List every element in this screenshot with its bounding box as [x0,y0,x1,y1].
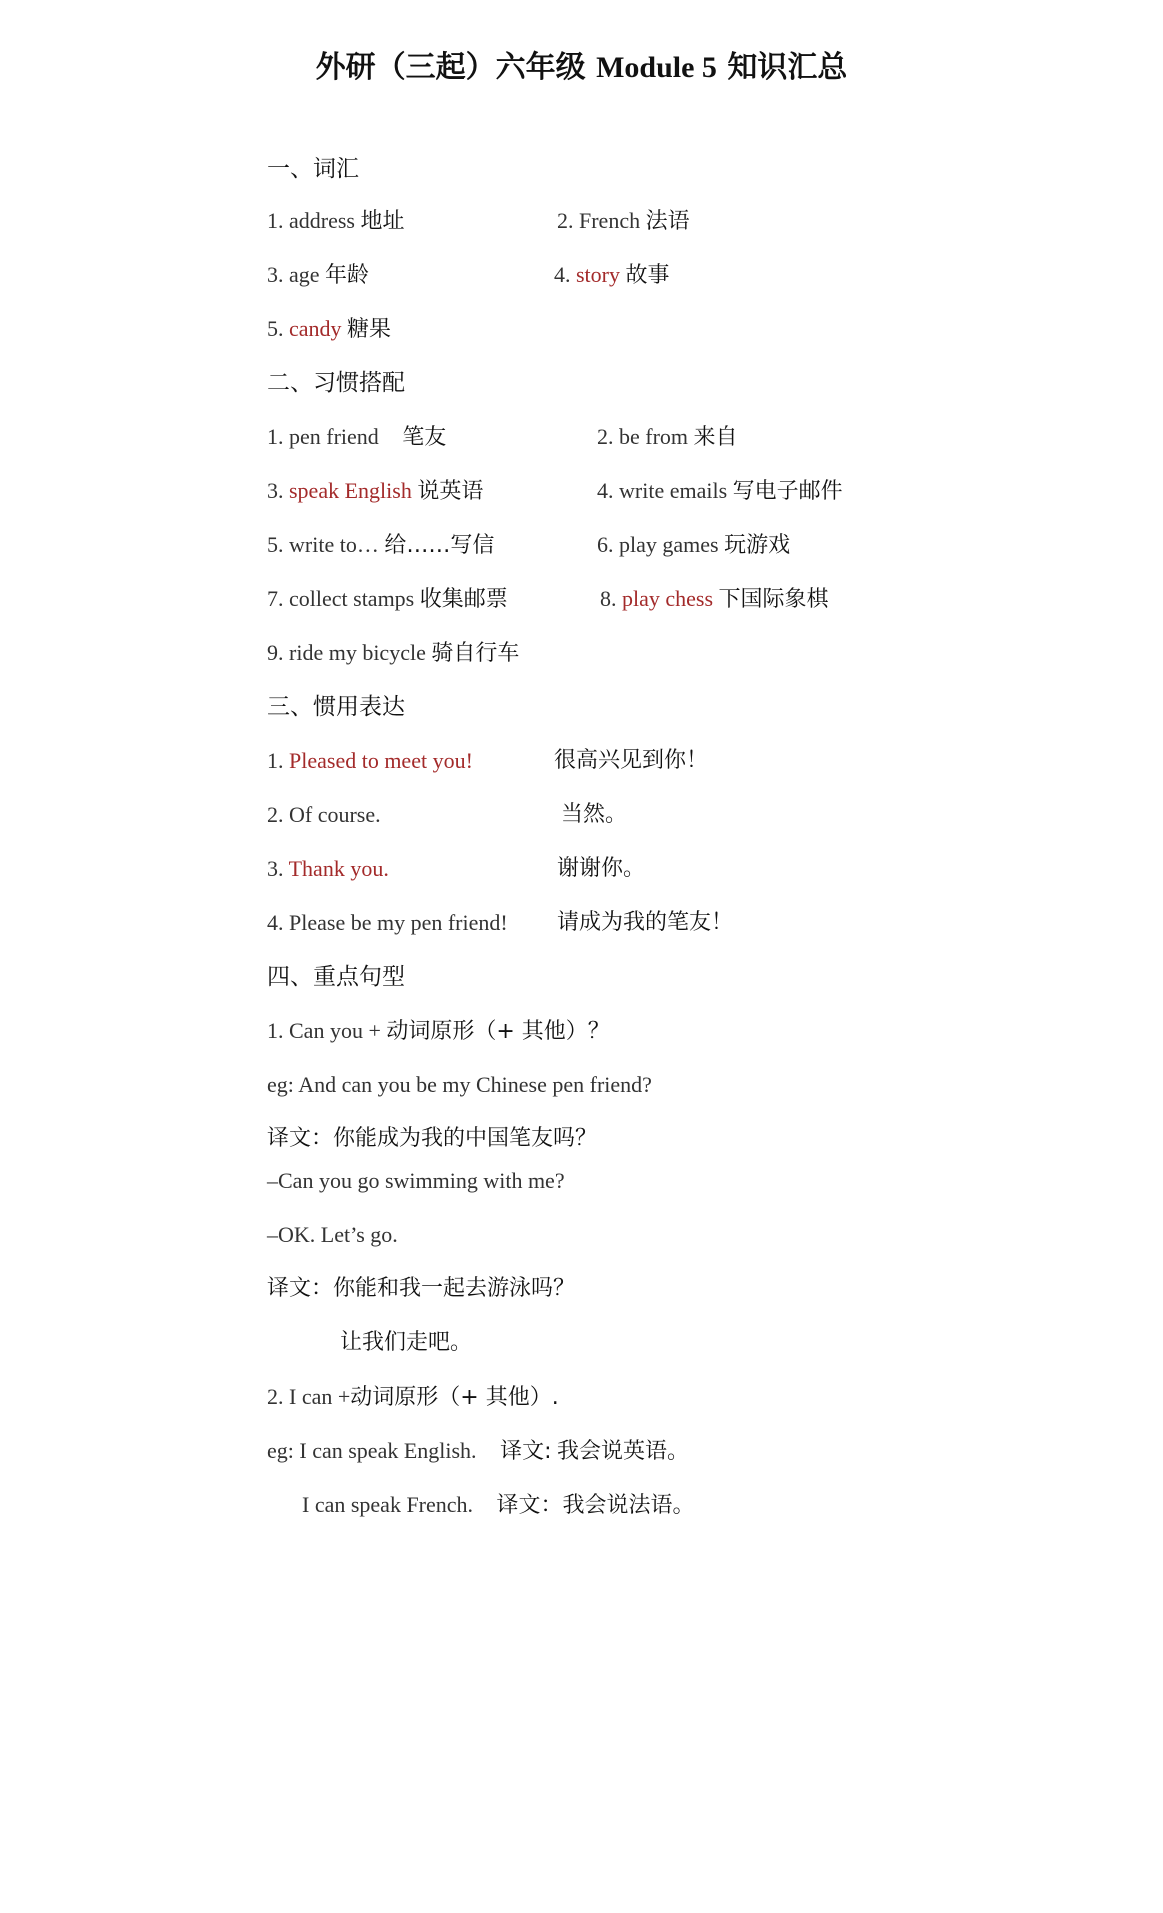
pattern-1-translation: 译文：你能成为我的中国笔友吗？ [267,1126,598,1151]
pattern-2-example-1: eg: I can speak English. 译文: 我会说英语。 [267,1438,689,1464]
title-part2: Module 5 [596,51,717,84]
phrase-item-1: 1. pen friend 笔友 [267,424,447,450]
phrase-item-7: 7. collect stamps 收集邮票 [267,586,508,612]
expression-item-4-zh: 请成为我的笔友！ [557,910,734,935]
pattern-2: 2. I can +动词原形（+ 其他）. [267,1384,559,1410]
phrase-item-2: 2. be from 来自 [597,424,738,450]
expression-item-1-en: 1. Pleased to meet you! [267,748,473,773]
pattern-1-example: eg: And can you be my Chinese pen friend? [267,1072,652,1097]
phrase-item-5: 5. write to… 给……写信 [267,532,495,558]
title-part1: 外研（三起）六年级 [315,50,586,85]
section-heading-expressions: 三、惯用表达 [267,694,405,720]
dialogue-line-1: –Can you go swimming with me? [267,1168,565,1193]
vocab-item-4: 4. story 故事 [554,262,670,288]
phrase-item-9: 9. ride my bicycle 骑自行车 [267,640,520,666]
dialogue-line-2: –OK. Let’s go. [267,1222,398,1247]
phrase-item-8: 8. play chess 下国际象棋 [600,586,829,612]
dialogue-translation-2: 让我们走吧。 [340,1330,473,1355]
vocab-item-1: 1. address 地址 [267,208,405,234]
pattern-1: 1. Can you + 动词原形（+ 其他）？ [267,1018,610,1044]
expression-item-3-en: 3. Thank you. [267,856,389,881]
phrase-item-6: 6. play games 玩游戏 [597,532,791,558]
vocab-item-5: 5. candy 糖果 [267,316,392,342]
expression-item-1-zh: 很高兴见到你！ [554,748,709,773]
section-heading-vocab: 一、词汇 [267,156,359,182]
phrase-item-3: 3. speak English 说英语 [267,478,484,504]
expression-item-2-zh: 当然。 [561,802,628,827]
vocab-item-2: 2. French 法语 [557,208,690,234]
phrase-item-4: 4. write emails 写电子邮件 [597,478,843,504]
section-heading-phrases: 二、习惯搭配 [267,370,405,396]
vocab-item-3: 3. age 年龄 [267,262,370,288]
section-heading-sentences: 四、重点句型 [267,964,405,990]
expression-item-2-en: 2. Of course. [267,802,381,827]
expression-item-4-en: 4. Please be my pen friend! [267,910,508,935]
dialogue-translation-1: 译文：你能和我一起去游泳吗？ [267,1276,576,1301]
title-part3: 知识汇总 [727,50,848,85]
expression-item-3-zh: 谢谢你。 [557,856,646,881]
pattern-2-example-2: I can speak French. 译文：我会说法语。 [302,1492,695,1518]
page-title [0,42,1163,86]
